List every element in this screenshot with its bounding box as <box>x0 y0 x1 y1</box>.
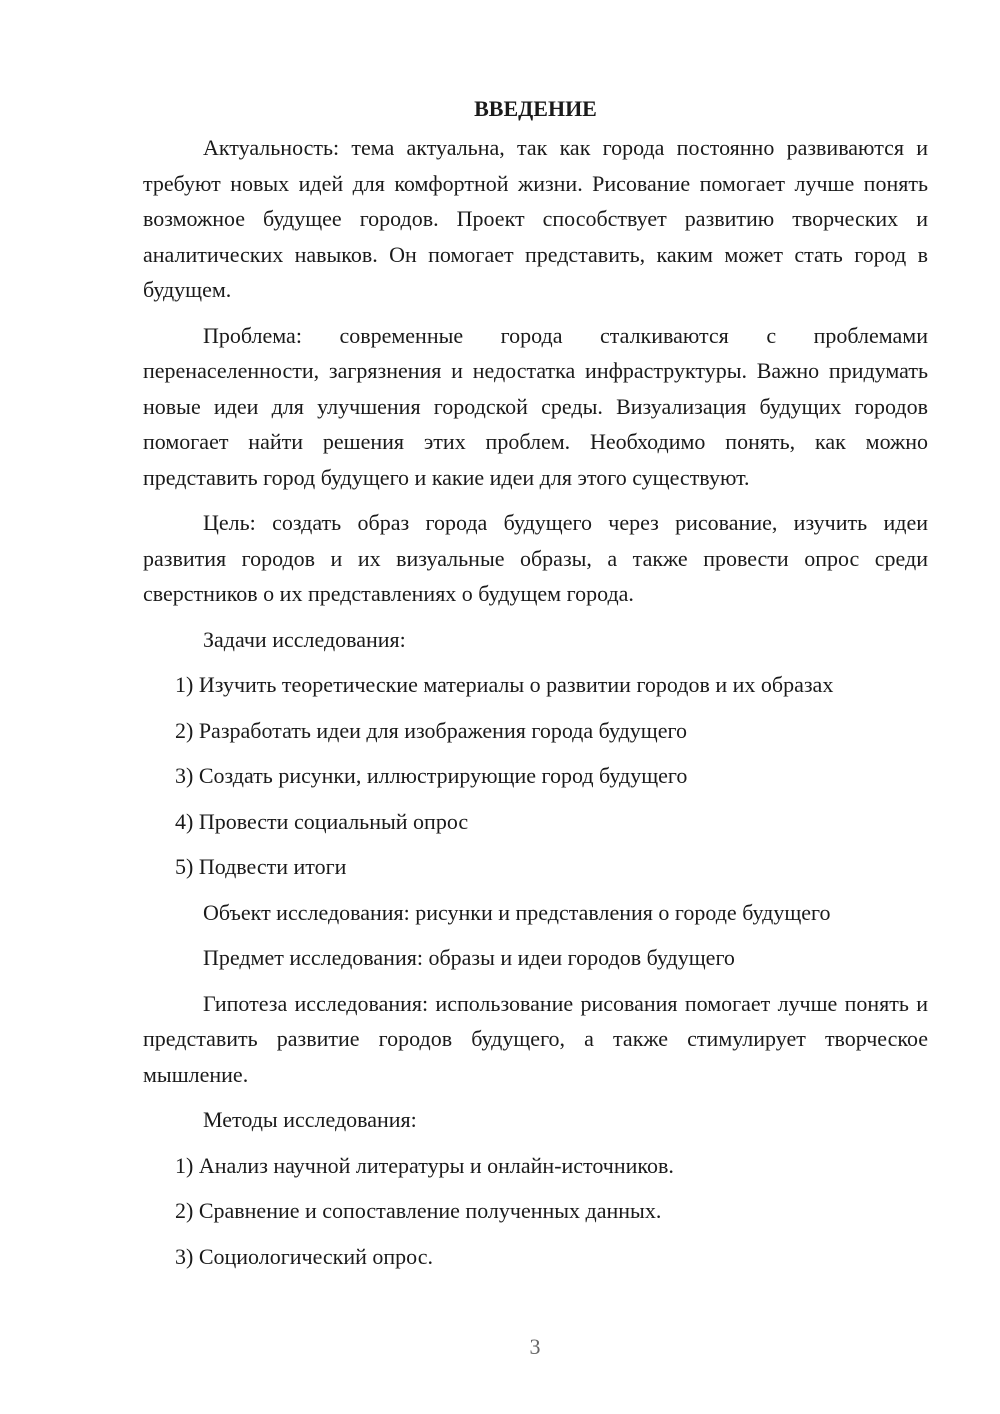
methods-heading: Методы исследования: <box>203 1107 417 1132</box>
goal-paragraph: Цель: создать образ города будущего через рисование, изучить идеи развития городов и их визуальные образы, а также провести опрос среди сверстников о их представлениях о будущем города. <box>143 510 928 606</box>
method-item: 1) Анализ научной литературы и онлайн-источников. <box>175 1152 674 1178</box>
task-item: 3) Создать рисунки, иллюстрирующие город будущего <box>175 763 688 788</box>
task-item: 2) Разработать идеи для изображения города будущего <box>175 717 687 743</box>
relevance-paragraph: Актуальность: тема актуальна, так как города постоянно развиваются и требуют новых идей для комфортной жизни. Рисование помогает лучше понять возможное будущее городов. Проект способствует развитию творческих и аналитических навыков. Он помогает представить, каким может стать город в будущем. <box>143 135 928 302</box>
task-item: 1) Изучить теоретические материалы о развитии городов и их образах <box>175 672 834 697</box>
document-page <box>143 92 928 1284</box>
methods-list <box>143 1148 928 1275</box>
page-number: 3 <box>529 1334 541 1359</box>
task-item: 4) Провести социальный опрос <box>175 808 469 834</box>
method-item: 3) Социологический опрос. <box>175 1243 433 1269</box>
method-item: 2) Сравнение и сопоставление полученных данных. <box>175 1198 662 1223</box>
research-subject: Предмет исследования: образы и идеи городов будущего <box>203 945 735 970</box>
research-object: Объект исследования: рисунки и представления о городе будущего <box>203 899 831 925</box>
tasks-heading: Задачи исследования: <box>203 626 406 652</box>
hypothesis-paragraph: Гипотеза исследования: использование рисования помогает лучше понять и представить развитие городов будущего, а также стимулирует творческое мышление. <box>143 990 928 1087</box>
problem-paragraph: Проблема: современные города сталкиваются с проблемами перенаселенности, загрязнения и недостатка инфраструктуры. Важно придумать новые идеи для улучшения городской среды. Визуализация будущих городов помогает найти решения этих проблем. Необходимо понять, как можно представить город будущего и какие идеи для этого существуют. <box>143 322 928 490</box>
document-title: ВВЕДЕНИЕ <box>474 96 597 121</box>
task-item: 5) Подвести итоги <box>175 854 347 879</box>
tasks-list <box>143 667 928 885</box>
